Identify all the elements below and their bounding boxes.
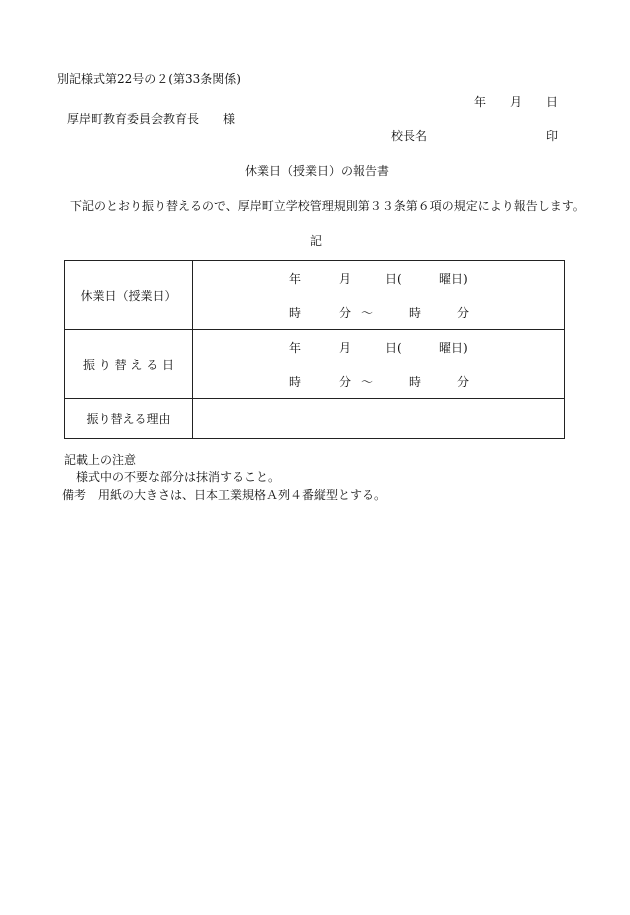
minute-mark-2: 分 xyxy=(457,375,470,389)
document-title: 休業日（授業日）の報告書 xyxy=(245,164,390,178)
month-mark: 月 xyxy=(339,341,352,355)
weekday-mark: 曜日) xyxy=(439,341,468,355)
hour-mark: 時 xyxy=(289,306,302,320)
tilde-mark: ～ xyxy=(361,375,374,389)
date-year: 年 xyxy=(474,95,487,109)
day-mark: 日( xyxy=(385,341,402,355)
holiday-time-line xyxy=(193,306,564,320)
tilde-mark: ～ xyxy=(361,306,374,320)
table-row-reason xyxy=(65,399,565,439)
date-line xyxy=(474,95,558,109)
reason-label: 振り替える理由 xyxy=(65,399,193,439)
weekday-mark: 曜日) xyxy=(439,272,468,286)
principal-label: 校長名 xyxy=(391,129,428,143)
remarks: 備考 用紙の大きさは、日本工業規格Ａ列４番縦型とする。 xyxy=(62,488,387,502)
substitute-label: 振 り 替 え る 日 xyxy=(65,330,193,399)
notes-heading: 記載上の注意 xyxy=(64,453,137,467)
body-text: 下記のとおり振り替えるので、厚岸町立学校管理規則第３３条第６項の規定により報告します。 xyxy=(70,199,585,213)
day-mark: 日( xyxy=(385,272,402,286)
holiday-label: 休業日（授業日） xyxy=(65,261,193,330)
holiday-date-line xyxy=(193,272,564,286)
year-mark: 年 xyxy=(289,272,302,286)
table-row-substitute xyxy=(65,330,565,399)
seal-label: 印 xyxy=(546,129,559,143)
substitute-date-line xyxy=(193,341,564,355)
minute-mark: 分 xyxy=(339,306,352,320)
date-month: 月 xyxy=(510,95,523,109)
hour-mark-2: 時 xyxy=(409,375,422,389)
hour-mark-2: 時 xyxy=(409,306,422,320)
reason-value xyxy=(193,399,565,439)
report-table xyxy=(64,260,565,439)
principal-line xyxy=(391,129,559,143)
ki-heading: 記 xyxy=(310,234,323,248)
minute-mark-2: 分 xyxy=(457,306,470,320)
holiday-value xyxy=(193,261,565,330)
year-mark: 年 xyxy=(289,341,302,355)
minute-mark: 分 xyxy=(339,375,352,389)
addressee: 厚岸町教育委員会教育長 様 xyxy=(67,112,236,126)
date-day: 日 xyxy=(546,95,559,109)
month-mark: 月 xyxy=(339,272,352,286)
table-row-holiday xyxy=(65,261,565,330)
notes-item: 様式中の不要な部分は抹消すること。 xyxy=(76,470,281,484)
hour-mark: 時 xyxy=(289,375,302,389)
substitute-value xyxy=(193,330,565,399)
form-number: 別記様式第22号の２(第33条関係) xyxy=(57,72,241,86)
substitute-time-line xyxy=(193,375,564,389)
